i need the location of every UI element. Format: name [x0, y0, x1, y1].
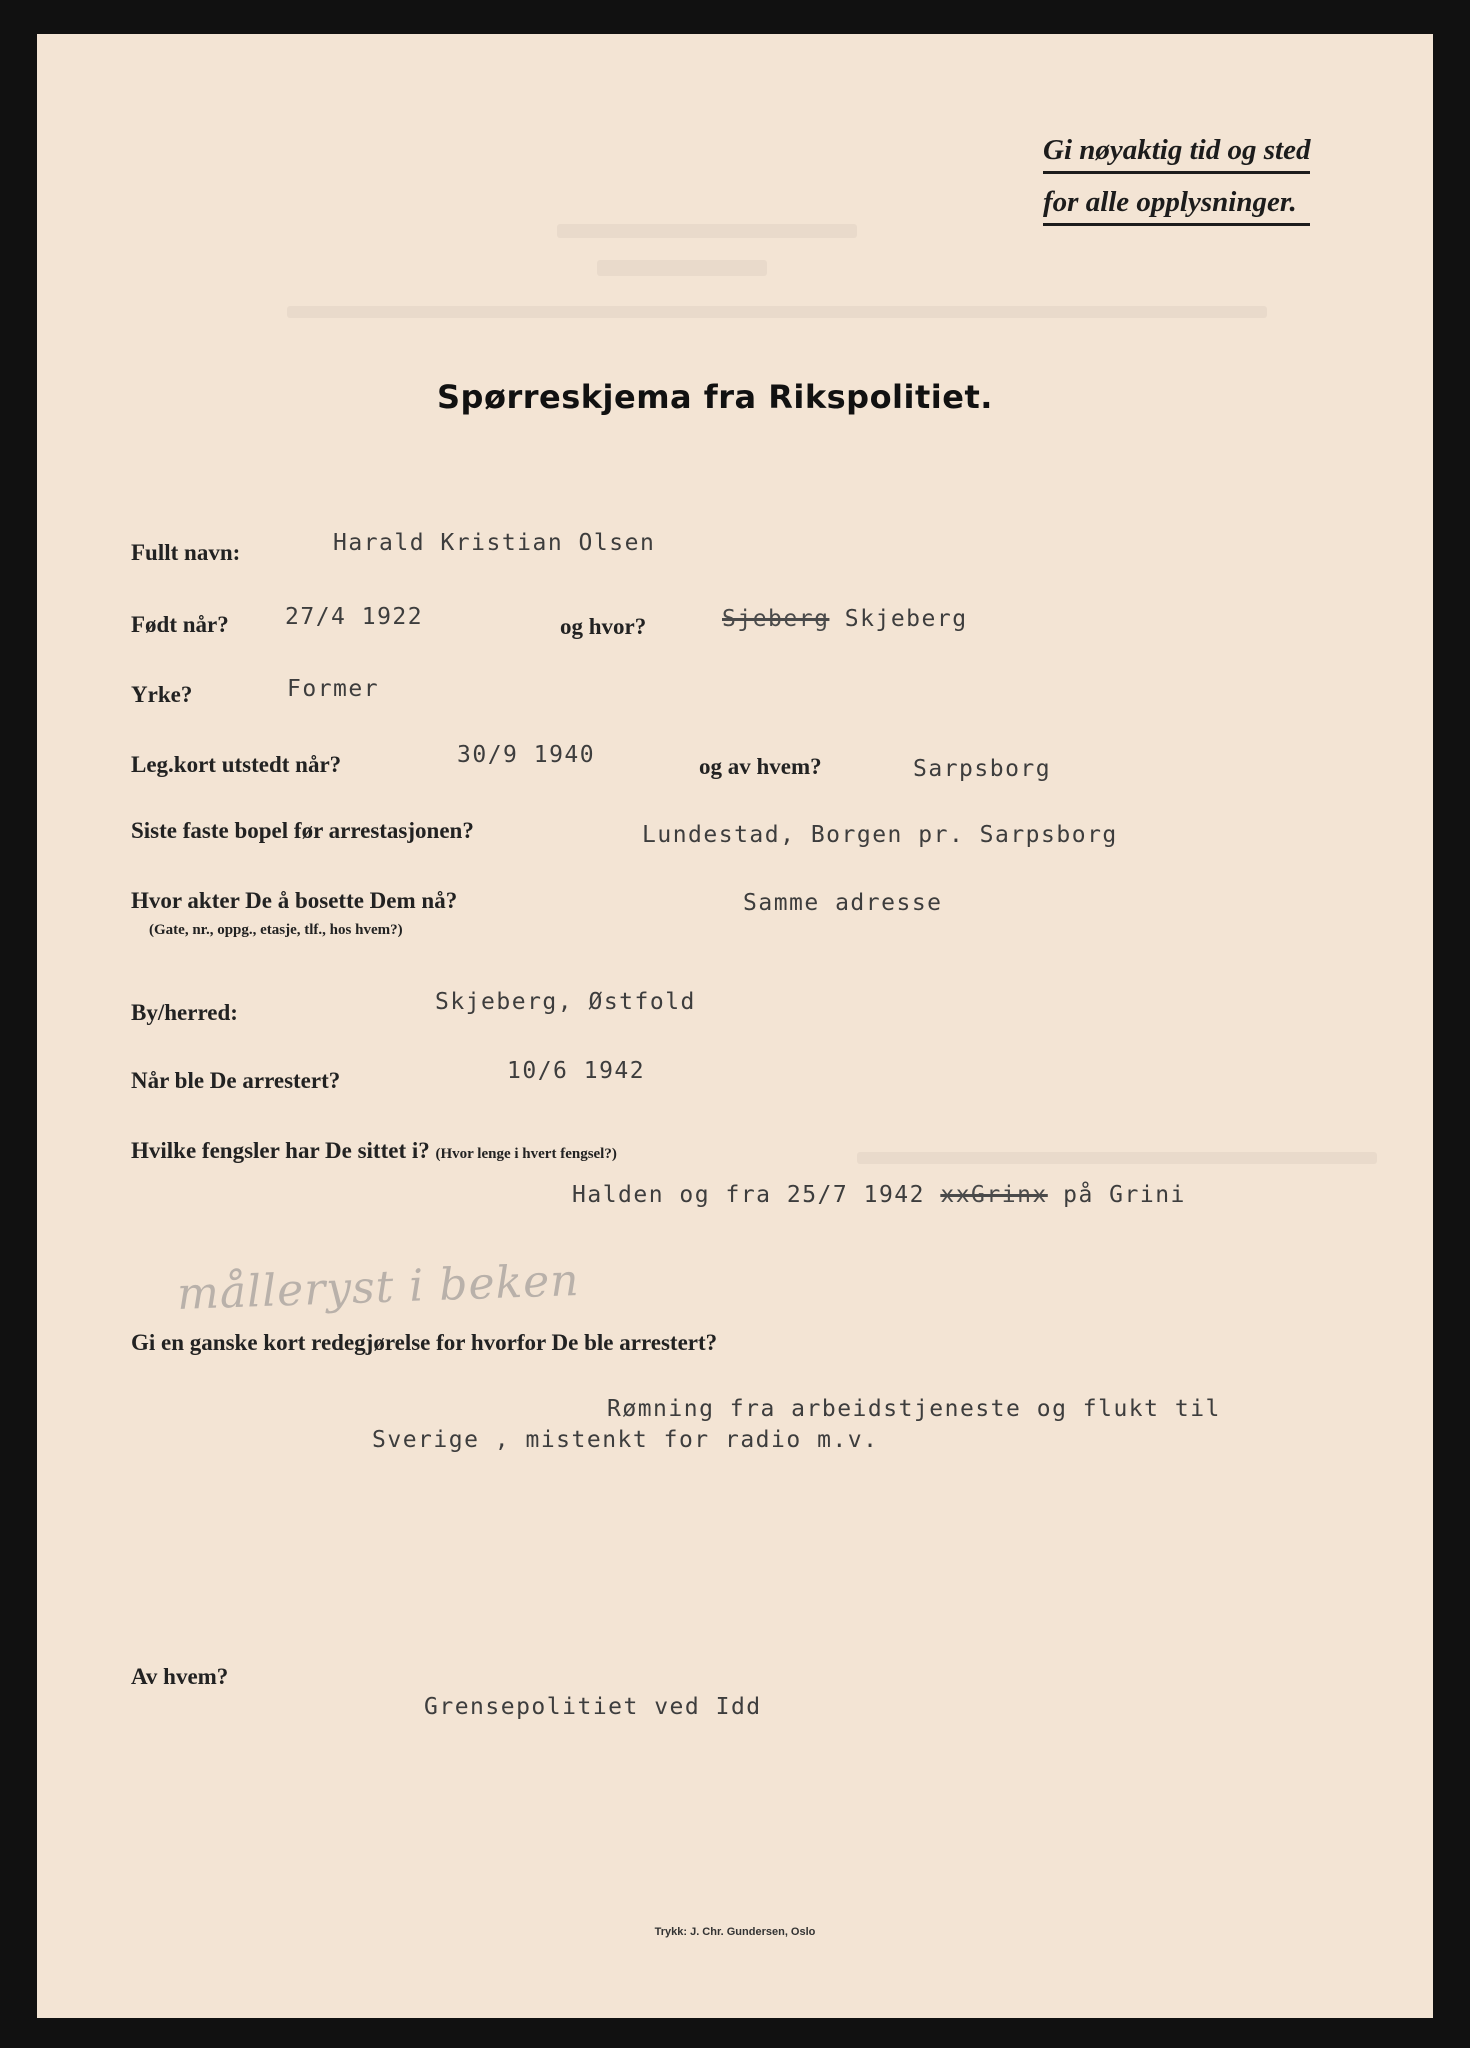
- prisons-value-a: Halden og fra 25/7 1942: [572, 1182, 941, 1208]
- instruction-note: [1043, 136, 1310, 240]
- occupation-label: Yrke?: [131, 682, 193, 707]
- legcard-when-value: 30/9 1940: [457, 742, 596, 768]
- arrested-value: 10/6 1942: [507, 1058, 646, 1084]
- instruction-line-2: for alle opplysninger.: [1043, 188, 1310, 226]
- reason-label: Gi en ganske kort redegjørelse for hvorfor De ble arrestert?: [131, 1330, 718, 1355]
- settle-sublabel: (Gate, nr., oppg., etasje, tlf., hos hvem?): [149, 922, 403, 938]
- born-where-label: og hvor?: [560, 614, 647, 639]
- form-title: Spørreskjema fra Rikspolitiet.: [437, 378, 993, 416]
- occupation-value: Former: [287, 676, 380, 702]
- prisons-value: [572, 1182, 1186, 1208]
- printer-imprint: Trykk: J. Chr. Gundersen, Oslo: [654, 1926, 816, 1938]
- born-where-value: [722, 606, 968, 632]
- born-where-struck: Sjeberg: [722, 606, 830, 632]
- prisons-label: [131, 1138, 617, 1164]
- born-when-value: 27/4 1922: [285, 604, 424, 630]
- bleed-through-trace: [597, 260, 767, 276]
- form-page: [37, 34, 1433, 2018]
- instruction-line-1: Gi nøyaktig tid og sted: [1043, 136, 1310, 174]
- arrested-label: Når ble De arrestert?: [131, 1068, 341, 1093]
- settle-label: Hvor akter De å bosette Dem nå?: [131, 888, 458, 913]
- legcard-when-label: Leg.kort utstedt når?: [131, 752, 342, 777]
- bleed-through-trace: [857, 1152, 1377, 1164]
- town-label: By/herred:: [131, 1000, 238, 1025]
- prisons-sublabel: (Hvor lenge i hvert fengsel?): [435, 1146, 617, 1162]
- handwritten-note: målleryst i beken: [176, 1254, 581, 1321]
- prisons-value-b: på Grini: [1047, 1182, 1186, 1208]
- reason-line-2: Sverige , mistenkt for radio m.v.: [372, 1427, 879, 1453]
- legcard-by-label: og av hvem?: [699, 754, 822, 779]
- by-whom-label: Av hvem?: [131, 1664, 229, 1689]
- bleed-through-trace: [557, 224, 857, 238]
- born-when-label: Født når?: [131, 612, 229, 637]
- settle-value: Samme adresse: [743, 890, 943, 916]
- full-name-label: Fullt navn:: [131, 540, 241, 565]
- by-whom-value: Grensepolitiet ved Idd: [424, 1694, 762, 1720]
- town-value: Skjeberg, Østfold: [435, 989, 696, 1015]
- born-where-text: Skjeberg: [844, 606, 968, 632]
- last-address-label: Siste faste bopel før arrestasjonen?: [131, 818, 474, 843]
- legcard-by-value: Sarpsborg: [913, 756, 1052, 782]
- reason-line-1: Rømning fra arbeidstjeneste og flukt til: [607, 1396, 1221, 1422]
- last-address-value: Lundestad, Borgen pr. Sarpsborg: [642, 822, 1118, 848]
- full-name-value: Harald Kristian Olsen: [333, 530, 656, 556]
- bleed-through-trace: [287, 306, 1267, 318]
- prisons-struck: xxGrinx: [940, 1182, 1048, 1208]
- prisons-label-text: Hvilke fengsler har De sittet i?: [131, 1138, 430, 1163]
